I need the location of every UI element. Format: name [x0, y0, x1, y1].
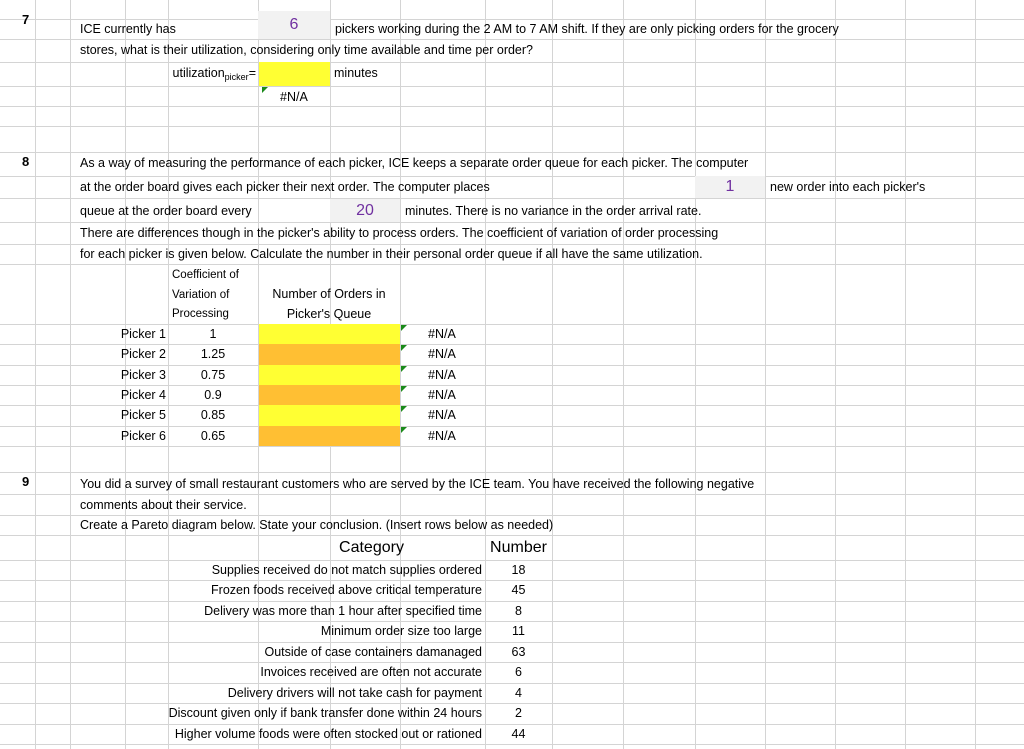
q7-text: pickers working during the 2 AM to 7 AM shift. If they are only picking orders for the grocery	[335, 22, 839, 36]
picker-name: Picker 6	[120, 429, 166, 443]
gridline	[35, 0, 36, 749]
utilization-label: utilization$_{picker}$=	[172, 66, 256, 82]
number-cell: 45	[511, 583, 526, 597]
q8-text: for each picker is given below. Calculate the number in their personal order queue if all have the same utilization.	[80, 247, 703, 261]
picker-name: Picker 4	[120, 388, 166, 402]
category-cell: Discount given only if bank transfer done within 24 hours	[168, 706, 482, 720]
queue-answer-cell[interactable]	[259, 405, 400, 426]
category-cell: Outside of case containers damanaged	[264, 645, 482, 659]
question-number: 8	[22, 154, 30, 169]
picker-cv: 0.85	[200, 408, 226, 422]
question-number: 9	[22, 474, 30, 489]
column-header-queue: Number of Orders in	[272, 287, 386, 301]
gridline	[905, 0, 906, 749]
q9-text: You did a survey of small restaurant customers who are served by the ICE team. You have received the following negative	[80, 477, 755, 491]
queue-answer-cell[interactable]	[259, 344, 400, 365]
number-cell: 4	[515, 686, 522, 700]
error-indicator-icon	[401, 406, 407, 412]
pickers-input[interactable]: 6	[258, 11, 330, 39]
queue-answer-cell[interactable]	[259, 426, 400, 446]
q8-text: minutes. There is no variance in the order arrival rate.	[405, 204, 702, 218]
queue-answer-cell[interactable]	[259, 365, 400, 385]
gridline	[70, 0, 71, 749]
error-indicator-icon	[401, 325, 407, 331]
picker-result: #N/A	[428, 408, 456, 422]
gridline	[623, 0, 624, 749]
category-cell: Higher volume foods were often stocked out or rationed	[174, 727, 482, 741]
picker-name: Picker 1	[120, 327, 166, 341]
picker-result: #N/A	[428, 388, 456, 402]
orders-placed-input[interactable]: 1	[695, 176, 765, 198]
error-indicator-icon	[401, 366, 407, 372]
interval-input[interactable]: 20	[330, 199, 400, 222]
number-cell: 11	[512, 624, 525, 638]
category-cell: Frozen foods received above critical temperature	[211, 583, 482, 597]
picker-cv: 0.65	[200, 429, 226, 443]
na-value: #N/A	[280, 90, 308, 104]
picker-cv: 0.75	[200, 368, 226, 382]
category-cell: Minimum order size too large	[320, 624, 482, 638]
utilization-unit: minutes	[334, 66, 378, 80]
picker-result: #N/A	[428, 429, 456, 443]
q8-text: new order into each picker's	[770, 180, 926, 194]
picker-result: #N/A	[428, 347, 456, 361]
gridline	[975, 0, 976, 749]
column-header-queue: Picker's Queue	[286, 307, 372, 321]
error-indicator-icon	[401, 386, 407, 392]
q7-text: ICE currently has	[80, 22, 176, 36]
column-header-cv: Coefficient of	[172, 269, 239, 281]
q8-text: queue at the order board every	[80, 204, 252, 218]
picker-cv: 0.9	[204, 388, 222, 402]
error-indicator-icon	[401, 427, 407, 433]
number-cell: 8	[515, 604, 522, 618]
category-cell: Delivery drivers will not take cash for payment	[227, 686, 482, 700]
number-cell: 44	[511, 727, 526, 741]
picker-name: Picker 2	[120, 347, 166, 361]
column-header-cv: Variation of	[172, 289, 230, 301]
q7-text: stores, what is their utilization, considering only time available and time per order?	[80, 43, 534, 57]
picker-result: #N/A	[428, 327, 456, 341]
picker-result: #N/A	[428, 368, 456, 382]
q9-text: comments about their service.	[80, 498, 247, 512]
number-cell: 18	[511, 563, 526, 577]
gridline	[765, 0, 766, 749]
error-indicator-icon	[262, 87, 268, 93]
picker-cv: 1.25	[200, 347, 226, 361]
category-cell: Supplies received do not match supplies ordered	[211, 563, 482, 577]
gridline	[835, 0, 836, 749]
question-number: 7	[22, 12, 30, 27]
picker-name: Picker 5	[120, 408, 166, 422]
category-cell: Invoices received are often not accurate	[260, 665, 482, 679]
queue-answer-cell[interactable]	[259, 324, 400, 344]
q8-text: There are differences though in the picker's ability to process orders. The coefficient of variation of order processing	[80, 226, 719, 240]
queue-answer-cell[interactable]	[259, 385, 400, 405]
picker-cv: 1	[209, 327, 217, 341]
gridline	[695, 0, 696, 749]
number-cell: 2	[515, 706, 522, 720]
column-header-number: Number	[490, 539, 547, 556]
column-header-cv: Processing	[172, 308, 229, 320]
q8-text: As a way of measuring the performance of each picker, ICE keeps a separate order queue for each picker. The computer	[80, 156, 749, 170]
utilization-answer-cell[interactable]	[259, 62, 330, 86]
number-cell: 63	[511, 645, 526, 659]
column-header-category: Category	[339, 539, 404, 556]
gridline	[552, 0, 553, 749]
category-cell: Delivery was more than 1 hour after specified time	[204, 604, 482, 618]
number-cell: 6	[515, 665, 522, 679]
q9-text: Create a Pareto diagram below. State your conclusion. (Insert rows below as needed)	[80, 518, 554, 532]
picker-name: Picker 3	[120, 368, 166, 382]
q8-text: at the order board gives each picker their next order. The computer places	[80, 180, 490, 194]
error-indicator-icon	[401, 345, 407, 351]
